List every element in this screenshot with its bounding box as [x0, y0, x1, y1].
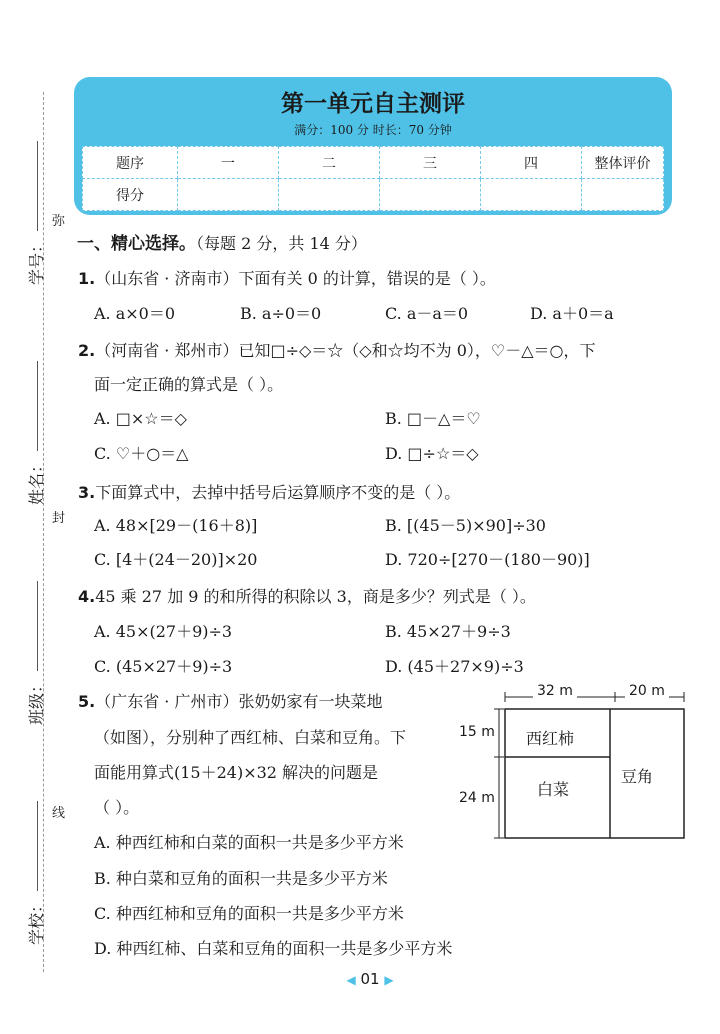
q1-option-a[interactable]: A. a×0＝0 — [94, 304, 176, 323]
q2-option-a[interactable]: A. □×☆＝◇ — [94, 409, 187, 428]
q3-option-a[interactable]: A. 48×[29－(16＋8)] — [94, 516, 258, 535]
question-5-line-2: （如图），分别种了西红柿、白菜和豆角。下 — [94, 728, 407, 747]
q4-option-b[interactable]: B. 45×27＋9÷3 — [385, 622, 511, 641]
question-text: 下面算式中，去掉中括号后运算顺序不变的是（ ）。 — [95, 483, 461, 502]
question-text: （广东省 · 广州市）张奶奶家有一块菜地 — [95, 692, 383, 711]
question-1 — [78, 266, 496, 289]
table-cell: 得分 — [83, 179, 178, 211]
question-text: （河南省 · 郑州市）已知□÷◇＝☆（◇和☆均不为 0），♡－△＝○，下 — [95, 341, 596, 360]
school-blank[interactable] — [37, 801, 38, 891]
q2-option-b[interactable]: B. □－△＝♡ — [385, 409, 481, 428]
header-banner — [74, 77, 672, 215]
plot-tomato-label: 西红柿 — [526, 729, 575, 748]
q5-option-c[interactable]: C. 种西红柿和豆角的面积一共是多少平方米 — [94, 904, 404, 923]
table-cell: 题序 — [83, 147, 178, 179]
q4-option-c[interactable]: C. (45×27＋9)÷3 — [94, 657, 233, 676]
score-table-header-row — [83, 147, 664, 179]
question-3 — [78, 480, 460, 503]
plot-cabbage-label: 白菜 — [537, 780, 570, 799]
dimension-left-bottom: 24 m — [459, 790, 495, 806]
q3-option-c[interactable]: C. [4＋(24－20)]×20 — [94, 550, 258, 569]
question-text: 45 乘 27 加 9 的和所得的积除以 3，商是多少？列式是（ ）。 — [95, 587, 536, 606]
seal-mark-feng: 封 — [52, 511, 66, 526]
school-label: 学校： — [27, 896, 46, 945]
q2-option-d[interactable]: D. □÷☆＝◇ — [385, 444, 479, 463]
score-table-score-row — [83, 179, 664, 211]
question-5-line-4: （ ）。 — [94, 798, 140, 817]
table-cell: 三 — [380, 147, 481, 179]
question-5 — [78, 689, 382, 712]
question-4 — [78, 584, 536, 607]
q3-option-b[interactable]: B. [(45－5)×90]÷30 — [385, 516, 546, 535]
score-input-cell[interactable] — [481, 179, 582, 211]
section-note: （每题 2 分，共 14 分） — [196, 234, 367, 253]
class-label: 班级： — [27, 676, 46, 725]
question-number: 1. — [78, 269, 96, 288]
student-no-blank[interactable] — [37, 141, 38, 231]
question-number: 2. — [78, 341, 96, 360]
q4-option-d[interactable]: D. (45＋27×9)÷3 — [385, 657, 524, 676]
dimension-top-right: 20 m — [625, 683, 669, 699]
question-number: 4. — [78, 587, 96, 606]
name-label: 姓名： — [27, 456, 46, 505]
table-cell: 二 — [279, 147, 380, 179]
dimension-left-top: 15 m — [459, 724, 495, 740]
name-field[interactable] — [24, 361, 47, 505]
page-number: 01 — [360, 970, 380, 988]
score-input-cell[interactable] — [582, 179, 664, 211]
question-2 — [78, 338, 596, 361]
question-5-line-3: 面能用算式(15＋24)×32 解决的问题是 — [94, 763, 379, 782]
q2-option-c[interactable]: C. ♡＋○＝△ — [94, 444, 189, 463]
triangle-right-icon[interactable]: ▶ — [384, 973, 394, 987]
student-no-field[interactable] — [24, 141, 47, 285]
binding-margin — [0, 0, 70, 1034]
table-cell: 整体评价 — [582, 147, 664, 179]
score-table — [82, 146, 664, 211]
q1-option-d[interactable]: D. a＋0＝a — [530, 304, 614, 323]
page-title: 第一单元自主测评 — [281, 91, 465, 117]
question-number: 3. — [78, 483, 96, 502]
name-blank[interactable] — [37, 361, 38, 451]
score-input-cell[interactable] — [178, 179, 279, 211]
question-number: 5. — [78, 692, 96, 711]
score-input-cell[interactable] — [380, 179, 481, 211]
q1-option-c[interactable]: C. a－a＝0 — [385, 304, 469, 323]
garden-diagram-lines — [455, 688, 690, 848]
class-blank[interactable] — [37, 581, 38, 671]
garden-diagram — [455, 683, 690, 848]
triangle-left-icon[interactable]: ◀ — [346, 973, 356, 987]
q1-option-b[interactable]: B. a÷0＝0 — [240, 304, 322, 323]
seal-mark-xian: 线 — [52, 806, 66, 821]
seal-mark-mi: 弥 — [52, 214, 66, 229]
plot-bean-label: 豆角 — [621, 767, 654, 786]
q4-option-a[interactable]: A. 45×(27＋9)÷3 — [94, 622, 233, 641]
class-field[interactable] — [24, 581, 47, 725]
page-number-nav — [330, 970, 410, 988]
question-text: （山东省 · 济南市）下面有关 0 的计算，错误的是（ ）。 — [95, 269, 496, 288]
q5-option-d[interactable]: D. 种西红柿、白菜和豆角的面积一共是多少平方米 — [94, 939, 453, 958]
student-no-label: 学号： — [27, 236, 46, 285]
table-cell: 一 — [178, 147, 279, 179]
q5-option-a[interactable]: A. 种西红柿和白菜的面积一共是多少平方米 — [94, 833, 404, 852]
section-heading — [77, 229, 367, 254]
school-field[interactable] — [24, 801, 47, 945]
q5-option-b[interactable]: B. 种白菜和豆角的面积一共是多少平方米 — [94, 869, 388, 888]
exam-info: 满分：100 分 时长：70 分钟 — [294, 123, 452, 137]
question-2-continued: 面一定正确的算式是（ ）。 — [94, 375, 284, 394]
q3-option-d[interactable]: D. 720÷[270－(180－90)] — [385, 550, 590, 569]
section-title: 一、精心选择。 — [77, 234, 196, 254]
dimension-top-left: 32 m — [533, 683, 577, 699]
table-cell: 四 — [481, 147, 582, 179]
score-input-cell[interactable] — [279, 179, 380, 211]
